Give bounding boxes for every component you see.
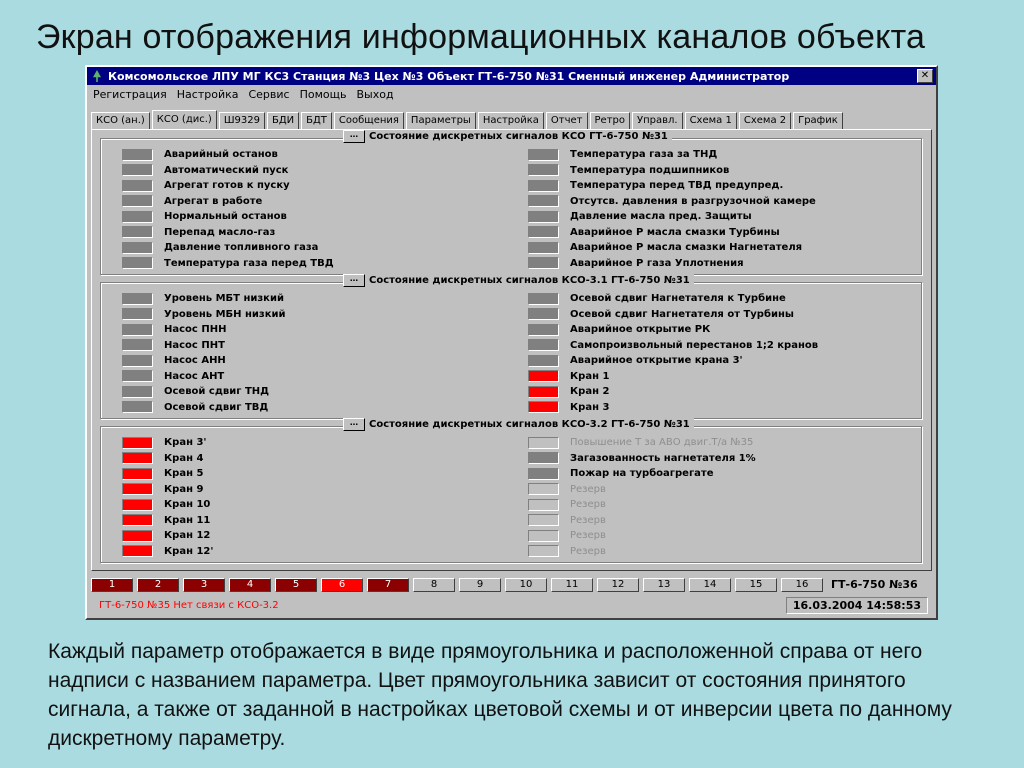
- slide-title: Экран отображения информационных каналов объекта: [36, 18, 926, 56]
- signal-row: [528, 225, 816, 241]
- signal-label: Аварийное Р масла смазки Нагнетателя: [570, 242, 803, 254]
- group-title: Состояние дискретных сигналов КСО-3.2 ГТ-6-750 №31: [369, 419, 690, 430]
- signal-row: [122, 451, 213, 467]
- signal-indicator: [122, 339, 153, 351]
- signal-label: Резерв: [570, 483, 606, 495]
- signal-label: Насос ПНН: [164, 324, 227, 336]
- signal-row: [528, 482, 756, 498]
- signal-label: Кран 9: [164, 483, 204, 495]
- signal-label: Кран 11: [164, 514, 211, 526]
- signal-label: Самопроизвольный перестанов 1;2 кранов: [570, 339, 819, 351]
- status-message: ГТ-6-750 №35 Нет связи с КСО-3.2: [99, 600, 279, 611]
- signal-row: [122, 466, 213, 482]
- signal-row: [122, 353, 286, 369]
- signal-indicator: [528, 468, 559, 480]
- signal-indicator: [122, 226, 153, 238]
- signal-label: Температура газа перед ТВД: [164, 257, 334, 269]
- signal-indicator: [528, 180, 559, 192]
- signal-indicator: [122, 499, 153, 511]
- signal-row: [528, 497, 756, 513]
- signal-row: [122, 400, 286, 416]
- tab-12[interactable]: Схема 2: [739, 112, 791, 129]
- signal-label: Резерв: [570, 514, 606, 526]
- group-title: Состояние дискретных сигналов КСО-3.1 ГТ-6-750 №31: [369, 275, 690, 286]
- signal-indicator: [122, 308, 153, 320]
- signal-indicator: [122, 530, 153, 542]
- signal-row: [122, 544, 213, 560]
- tab-7[interactable]: Настройка: [478, 112, 544, 129]
- signal-indicator: [122, 401, 153, 413]
- signal-label: Температура перед ТВД предупред.: [570, 180, 784, 192]
- signal-indicator: [122, 257, 153, 269]
- unit-page-button[interactable]: 13: [643, 578, 685, 592]
- signal-indicator: [528, 324, 559, 336]
- signal-column-right: [528, 147, 816, 271]
- title-bar: [87, 67, 936, 85]
- signal-row: [528, 291, 818, 307]
- signal-label: Пожар на турбоагрегате: [570, 468, 714, 480]
- signal-label: Загазованность нагнетателя 1%: [570, 452, 756, 464]
- unit-pager: [91, 576, 932, 593]
- signal-indicator: [528, 211, 559, 223]
- signal-label: Осевой сдвиг Нагнетателя от Турбины: [570, 308, 794, 320]
- tab-6[interactable]: Параметры: [406, 112, 476, 129]
- tab-4[interactable]: БДТ: [301, 112, 332, 129]
- signal-indicator: [122, 293, 153, 305]
- signal-row: [122, 209, 334, 225]
- tab-5[interactable]: Сообщения: [334, 112, 404, 129]
- signal-indicator: [122, 483, 153, 495]
- signal-row: [528, 353, 818, 369]
- signal-row: [122, 240, 334, 256]
- signal-label: Кран 12': [164, 545, 214, 557]
- signal-indicator: [528, 164, 559, 176]
- tab-0[interactable]: КСО (ан.): [91, 112, 150, 129]
- signal-row: [122, 256, 334, 272]
- signal-indicator: [122, 195, 153, 207]
- signal-row: [122, 147, 334, 163]
- signal-row: [528, 209, 816, 225]
- signal-label: Кран 1: [570, 370, 610, 382]
- signal-indicator: [528, 355, 559, 367]
- signal-label: Кран 2: [570, 386, 610, 398]
- tab-strip: [91, 109, 932, 129]
- signal-indicator: [122, 437, 153, 449]
- signal-indicator: [528, 370, 559, 382]
- signal-label: Кран 12: [164, 530, 211, 542]
- signal-indicator: [122, 468, 153, 480]
- signal-label: Насос ПНТ: [164, 339, 225, 351]
- signal-label: Агрегат в работе: [164, 195, 263, 207]
- signal-row: [122, 291, 286, 307]
- datetime-display: 16.03.2004 14:58:53: [786, 597, 928, 614]
- tab-10[interactable]: Управл.: [632, 112, 683, 129]
- signal-label: Давление топливного газа: [164, 242, 319, 254]
- signal-column-left: [122, 435, 213, 559]
- signal-indicator: [122, 355, 153, 367]
- signal-row: [122, 435, 213, 451]
- tab-9[interactable]: Ретро: [590, 112, 630, 129]
- signal-label: Аварийное Р газа Уплотнения: [570, 257, 744, 269]
- unit-page-button[interactable]: 1: [91, 578, 133, 592]
- group-header: [343, 418, 694, 431]
- unit-page-button[interactable]: 14: [689, 578, 731, 592]
- signal-column-left: [122, 291, 286, 415]
- signal-row: [528, 322, 818, 338]
- menu-help[interactable]: Помощь: [299, 87, 347, 101]
- signal-row: [122, 528, 213, 544]
- signal-label: Автоматический пуск: [164, 164, 289, 176]
- window-title: Комсомольское ЛПУ МГ КС3 Станция №3 Цех №3 Объект ГТ-6-750 №31 Сменный инженер Администратор: [108, 69, 790, 83]
- signal-label: Насос АНТ: [164, 370, 225, 382]
- signal-row: [122, 482, 213, 498]
- signal-label: Аварийное открытие крана 3': [570, 355, 743, 367]
- signal-row: [122, 369, 286, 385]
- signal-indicator: [122, 386, 153, 398]
- signal-row: [122, 384, 286, 400]
- signal-label: Отсутсв. давления в разгрузочной камере: [570, 195, 816, 207]
- signal-label: Агрегат готов к пуску: [164, 180, 290, 192]
- signal-indicator: [528, 514, 559, 526]
- signal-indicator: [528, 195, 559, 207]
- signal-indicator: [528, 483, 559, 495]
- signal-row: [528, 369, 818, 385]
- signal-label: Давление масла пред. Защиты: [570, 211, 752, 223]
- group-options-button[interactable]: ...: [343, 130, 365, 143]
- signal-label: Повышение Т за АВО двиг.Т/а №35: [570, 437, 754, 449]
- signal-label: Насос АНН: [164, 355, 226, 367]
- signal-label: Кран 3': [164, 437, 207, 449]
- signal-label: Уровень МБН низкий: [164, 308, 286, 320]
- signal-indicator: [122, 514, 153, 526]
- signal-indicator: [528, 401, 559, 413]
- unit-page-button[interactable]: 5: [275, 578, 317, 592]
- signal-indicator: [528, 308, 559, 320]
- menu-exit[interactable]: Выход: [356, 87, 394, 101]
- signal-label: Осевой сдвиг Нагнетателя к Турбине: [570, 293, 786, 305]
- app-icon: [91, 70, 103, 82]
- status-bar: [91, 596, 932, 615]
- menu-settings[interactable]: Настройка: [176, 87, 239, 101]
- signal-row: [528, 147, 816, 163]
- signal-row: [528, 163, 816, 179]
- signal-row: [122, 322, 286, 338]
- signal-row: [122, 178, 334, 194]
- menu-service[interactable]: Сервис: [248, 87, 290, 101]
- signal-label: Температура газа за ТНД: [570, 149, 718, 161]
- menu-bar: [87, 85, 936, 103]
- signal-indicator: [122, 211, 153, 223]
- signal-row: [528, 338, 818, 354]
- signal-row: [528, 528, 756, 544]
- signal-label: Нормальный останов: [164, 211, 287, 223]
- unit-page-button[interactable]: 12: [597, 578, 639, 592]
- signal-indicator: [528, 437, 559, 449]
- signal-indicator: [528, 149, 559, 161]
- group-title: Состояние дискретных сигналов КСО ГТ-6-750 №31: [369, 131, 668, 142]
- unit-page-button[interactable]: 15: [735, 578, 777, 592]
- signal-indicator: [122, 370, 153, 382]
- tab-11[interactable]: Схема 1: [685, 112, 737, 129]
- signal-row: [528, 307, 818, 323]
- signal-indicator: [122, 452, 153, 464]
- unit-page-button[interactable]: 11: [551, 578, 593, 592]
- signal-row: [528, 194, 816, 210]
- signal-row: [122, 225, 334, 241]
- unit-page-button[interactable]: 7: [367, 578, 409, 592]
- signal-row: [122, 194, 334, 210]
- unit-page-button[interactable]: 3: [183, 578, 225, 592]
- signal-column-right: [528, 291, 818, 415]
- signal-label: Аварийное открытие РК: [570, 324, 711, 336]
- signal-indicator: [122, 242, 153, 254]
- signal-indicator: [528, 545, 559, 557]
- signal-group: [100, 273, 922, 419]
- unit-page-button[interactable]: 4: [229, 578, 271, 592]
- signal-row: [528, 451, 756, 467]
- tab-13[interactable]: График: [793, 112, 843, 129]
- signal-label: Кран 4: [164, 452, 204, 464]
- signal-label: Уровень МБТ низкий: [164, 293, 284, 305]
- signal-label: Резерв: [570, 530, 606, 542]
- group-header: [343, 274, 694, 287]
- signal-group: [100, 129, 922, 275]
- signal-indicator: [122, 545, 153, 557]
- signal-indicator: [122, 180, 153, 192]
- signal-indicator: [528, 226, 559, 238]
- signal-row: [528, 178, 816, 194]
- signal-row: [122, 338, 286, 354]
- signal-group: [100, 417, 922, 563]
- signal-label: Осевой сдвиг ТВД: [164, 401, 269, 413]
- signal-label: Резерв: [570, 499, 606, 511]
- signal-indicator: [528, 293, 559, 305]
- signal-label: Перепад масло-газ: [164, 226, 276, 238]
- signal-row: [122, 163, 334, 179]
- signal-row: [122, 513, 213, 529]
- signal-label: Аварийное Р масла смазки Турбины: [570, 226, 780, 238]
- tab-8[interactable]: Отчет: [546, 112, 588, 129]
- group-options-button[interactable]: ...: [343, 274, 365, 287]
- app-window: [85, 65, 938, 620]
- signal-row: [528, 384, 818, 400]
- signal-row: [528, 256, 816, 272]
- menu-registration[interactable]: Регистрация: [93, 87, 167, 101]
- signals-panel: [91, 129, 932, 571]
- signal-row: [528, 466, 756, 482]
- signal-indicator: [122, 164, 153, 176]
- signal-label: Осевой сдвиг ТНД: [164, 386, 270, 398]
- unit-page-button[interactable]: 6: [321, 578, 363, 592]
- signal-indicator: [528, 530, 559, 542]
- signal-label: Температура подшипников: [570, 164, 730, 176]
- signal-column-left: [122, 147, 334, 271]
- signal-row: [122, 307, 286, 323]
- tab-3[interactable]: БДИ: [267, 112, 299, 129]
- signal-indicator: [528, 257, 559, 269]
- signal-indicator: [528, 386, 559, 398]
- signal-indicator: [122, 324, 153, 336]
- signal-label: Резерв: [570, 545, 606, 557]
- unit-page-button[interactable]: 8: [413, 578, 455, 592]
- unit-page-button[interactable]: 9: [459, 578, 501, 592]
- signal-row: [528, 513, 756, 529]
- signal-row: [528, 240, 816, 256]
- signal-column-right: [528, 435, 756, 559]
- signal-label: Кран 3: [570, 401, 610, 413]
- signal-row: [528, 544, 756, 560]
- signal-indicator: [528, 452, 559, 464]
- tab-1[interactable]: КСО (дис.): [152, 110, 217, 130]
- signal-label: Кран 10: [164, 499, 211, 511]
- unit-page-button[interactable]: 16: [781, 578, 823, 592]
- tab-2[interactable]: Ш9329: [219, 112, 265, 129]
- signal-row: [528, 400, 818, 416]
- signal-row: [528, 435, 756, 451]
- signal-label: Аварийный останов: [164, 149, 278, 161]
- group-header: [343, 130, 672, 143]
- signal-row: [122, 497, 213, 513]
- slide-caption: Каждый параметр отображается в виде прямоугольника и расположенной справа от него надписи с названием параметра. Цвет прямоугольника зависит от состояния принятого сигнала, а также от заданной в настройках цветовой схемы и от инверсии цвета по данному дискретному параметру.: [48, 640, 952, 750]
- close-button[interactable]: ✕: [917, 69, 933, 83]
- signal-indicator: [122, 149, 153, 161]
- signal-indicator: [528, 499, 559, 511]
- unit-page-button[interactable]: 2: [137, 578, 179, 592]
- unit-page-button[interactable]: 10: [505, 578, 547, 592]
- signal-indicator: [528, 242, 559, 254]
- signal-label: Кран 5: [164, 468, 204, 480]
- current-unit-label: ГТ-6-750 №36: [831, 578, 918, 591]
- signal-indicator: [528, 339, 559, 351]
- group-options-button[interactable]: ...: [343, 418, 365, 431]
